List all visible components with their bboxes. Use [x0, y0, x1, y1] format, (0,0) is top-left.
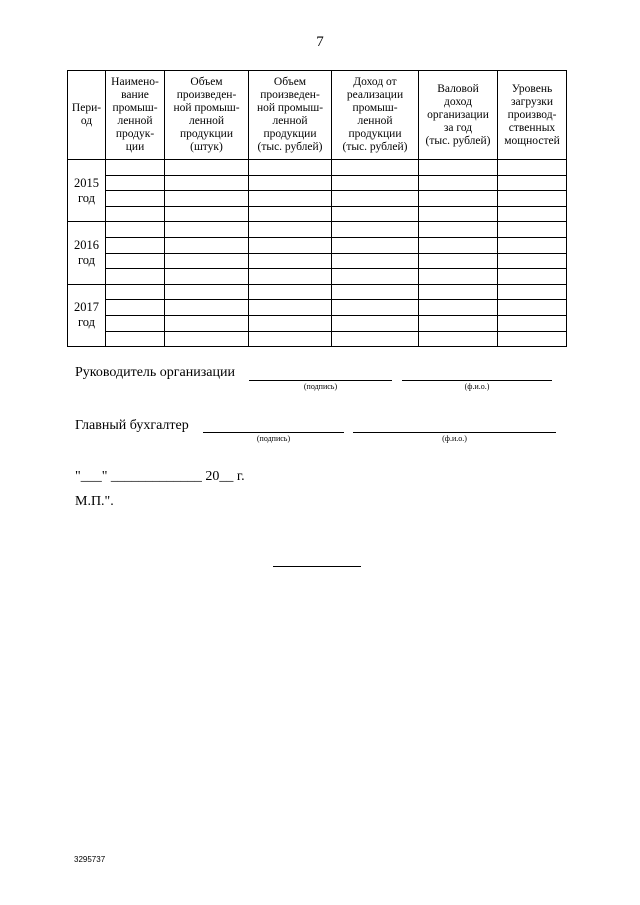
table-cell[interactable] [249, 331, 332, 347]
table-cell[interactable] [498, 222, 567, 238]
table-cell[interactable] [249, 222, 332, 238]
header-volume-rubles: Объем произведен- ной промыш- ленной продукции (тыс. рублей) [249, 71, 332, 160]
head-label: Руководитель организации [75, 365, 235, 380]
table-cell[interactable] [165, 253, 249, 269]
table-cell[interactable] [106, 160, 165, 176]
table-cell[interactable] [419, 191, 498, 207]
table-cell[interactable] [498, 331, 567, 347]
table-cell[interactable] [332, 284, 419, 300]
table-row [68, 331, 567, 347]
header-capacity-load: Уровень загрузки производ- ственных мощностей [498, 71, 567, 160]
table-cell[interactable] [165, 191, 249, 207]
table-row [68, 160, 567, 176]
table-cell[interactable] [106, 284, 165, 300]
table-cell[interactable] [165, 315, 249, 331]
accountant-label: Главный бухгалтер [75, 418, 189, 433]
table-cell[interactable] [249, 206, 332, 222]
table-row [68, 284, 567, 300]
table-cell[interactable] [332, 315, 419, 331]
table-cell[interactable] [106, 269, 165, 285]
table-cell[interactable] [332, 331, 419, 347]
table-cell[interactable] [249, 160, 332, 176]
table-cell[interactable] [498, 284, 567, 300]
table-cell[interactable] [165, 300, 249, 316]
table-cell[interactable] [419, 206, 498, 222]
header-product-name: Наимено- вание промыш- ленной продук- ции [106, 71, 165, 160]
table-cell[interactable] [165, 175, 249, 191]
table-cell[interactable] [332, 191, 419, 207]
table-cell[interactable] [419, 253, 498, 269]
table-cell[interactable] [249, 300, 332, 316]
table-cell[interactable] [165, 284, 249, 300]
table-cell[interactable] [498, 191, 567, 207]
table-row [68, 222, 567, 238]
table-cell[interactable] [332, 175, 419, 191]
document-id: 3295737 [74, 855, 106, 864]
accountant-name-caption: (ф.и.о.) [442, 434, 467, 443]
table-cell[interactable] [106, 191, 165, 207]
table-cell[interactable] [332, 269, 419, 285]
table-cell[interactable] [249, 191, 332, 207]
table-cell[interactable] [498, 315, 567, 331]
table-cell[interactable] [249, 253, 332, 269]
period-2016: 2016 год [68, 222, 106, 284]
head-name-caption: (ф.и.о.) [464, 382, 490, 391]
table-row [68, 253, 567, 269]
table-cell[interactable] [106, 315, 165, 331]
table-cell[interactable] [106, 237, 165, 253]
table-cell[interactable] [332, 253, 419, 269]
period-2015: 2015 год [68, 160, 106, 222]
table-cell[interactable] [106, 300, 165, 316]
production-table [67, 70, 567, 347]
table-cell[interactable] [498, 300, 567, 316]
table-cell[interactable] [106, 175, 165, 191]
table-row [68, 175, 567, 191]
table-row [68, 315, 567, 331]
table-cell[interactable] [419, 160, 498, 176]
table-row [68, 269, 567, 285]
table-cell[interactable] [498, 206, 567, 222]
table-cell[interactable] [419, 237, 498, 253]
table-cell[interactable] [419, 175, 498, 191]
table-row [68, 191, 567, 207]
header-sales-income: Доход от реализации промыш- ленной продукции (тыс. рублей) [332, 71, 419, 160]
table-cell[interactable] [419, 331, 498, 347]
table-cell[interactable] [419, 269, 498, 285]
accountant-signature-line[interactable] [203, 432, 344, 433]
table-cell[interactable] [106, 253, 165, 269]
header-row [68, 71, 567, 160]
table-cell[interactable] [249, 269, 332, 285]
table-cell[interactable] [165, 331, 249, 347]
table-row [68, 300, 567, 316]
accountant-signature-caption: (подпись) [256, 434, 291, 443]
table-cell[interactable] [249, 237, 332, 253]
header-period: Пери- од [68, 71, 106, 160]
table-cell[interactable] [165, 237, 249, 253]
page-number: 7 [316, 34, 324, 50]
table-cell[interactable] [106, 206, 165, 222]
table-cell[interactable] [165, 160, 249, 176]
table-cell[interactable] [165, 269, 249, 285]
table-cell[interactable] [165, 222, 249, 238]
head-name-line[interactable] [402, 380, 552, 381]
table-cell[interactable] [332, 222, 419, 238]
period-2017: 2017 год [68, 284, 106, 346]
table-cell[interactable] [249, 175, 332, 191]
table-cell[interactable] [419, 284, 498, 300]
end-separator [273, 566, 361, 567]
table-cell[interactable] [498, 253, 567, 269]
table-cell[interactable] [249, 284, 332, 300]
table-cell[interactable] [332, 206, 419, 222]
head-signature-line[interactable] [249, 380, 392, 381]
table-cell[interactable] [332, 160, 419, 176]
table-cell[interactable] [419, 222, 498, 238]
table-row [68, 237, 567, 253]
head-signature-caption: (подпись) [303, 382, 338, 391]
table-cell[interactable] [332, 300, 419, 316]
table-cell[interactable] [332, 237, 419, 253]
table-cell[interactable] [498, 237, 567, 253]
table-cell[interactable] [165, 206, 249, 222]
table-cell[interactable] [498, 269, 567, 285]
table-cell[interactable] [419, 315, 498, 331]
table-cell[interactable] [106, 222, 165, 238]
table-cell[interactable] [419, 300, 498, 316]
table-cell[interactable] [106, 331, 165, 347]
date-line: "___" _____________ 20__ г. [75, 469, 245, 484]
stamp-place: М.П.". [75, 494, 114, 509]
table-cell[interactable] [498, 160, 567, 176]
header-gross-income: Валовой доход организации за год (тыс. рублей) [419, 71, 498, 160]
table-cell[interactable] [498, 175, 567, 191]
accountant-name-line[interactable] [353, 432, 556, 433]
table-cell[interactable] [249, 315, 332, 331]
table-row [68, 206, 567, 222]
header-volume-units: Объем произведен- ной промыш- ленной продукции (штук) [165, 71, 249, 160]
